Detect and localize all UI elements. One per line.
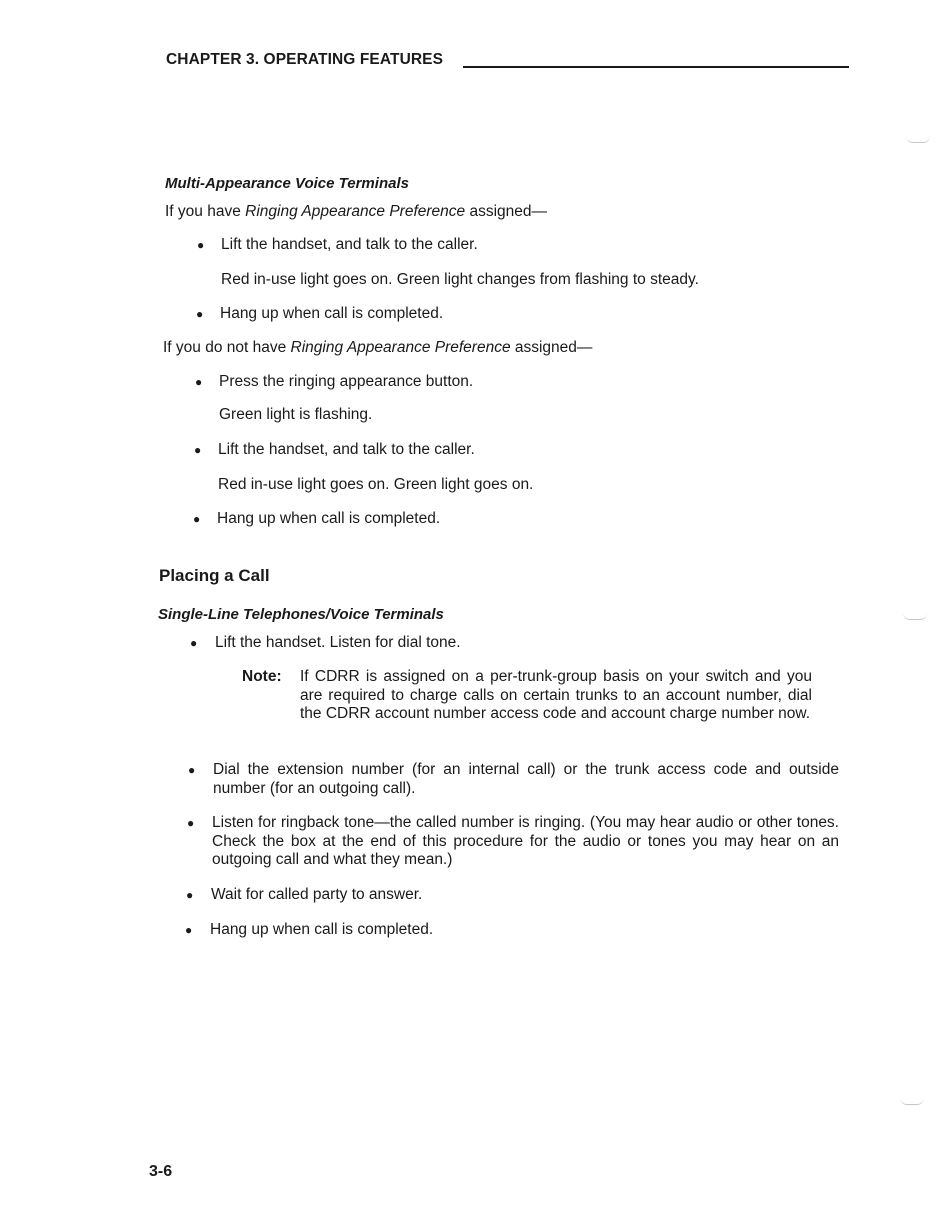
single-line-heading: Single-Line Telephones/Voice Terminals xyxy=(158,606,444,623)
result-green-flashing: Green light is flashing. xyxy=(219,406,373,423)
chapter-header: CHAPTER 3. OPERATING FEATURES xyxy=(166,51,444,68)
step-wait-answer: Wait for called party to answer. xyxy=(211,886,423,903)
header-rule xyxy=(463,66,849,68)
multi-appearance-heading: Multi-Appearance Voice Terminals xyxy=(165,175,409,192)
bullet-marker: ● xyxy=(187,816,195,830)
result-light-steady: Red in-use light goes on. Green light changes from flashing to steady. xyxy=(221,271,699,288)
scan-edge-mark xyxy=(903,613,927,620)
bullet-marker: ● xyxy=(190,636,198,650)
step-listen-ringback: Listen for ringback tone—the called number is ringing. (You may hear audio or other tones. Check the box at the end of this procedure for the audio or tones you may hear on an outgoing call and what they mean.) xyxy=(212,814,839,868)
step-lift-handset-2: Lift the handset, and talk to the caller. xyxy=(218,441,475,458)
bullet-marker: ● xyxy=(193,512,201,526)
step-hang-up-2: Hang up when call is completed. xyxy=(217,510,441,527)
bullet-marker: ● xyxy=(188,763,196,777)
page-number: 3-6 xyxy=(149,1163,173,1180)
bullet-marker: ● xyxy=(185,923,193,937)
bullet-marker: ● xyxy=(194,443,202,457)
note-text: If CDRR is assigned on a per-trunk-group basis on your switch and you are required to charge calls on certain trunks to an account number, dial the CDRR account number access code and account charge number now. xyxy=(300,668,812,722)
bullet-marker: ● xyxy=(197,238,205,252)
bullet-marker: ● xyxy=(186,888,194,902)
intro-ringing-pref: If you have Ringing Appearance Preference assigned— xyxy=(165,203,548,220)
step-dial-number: Dial the extension number (for an internal call) or the trunk access code and outside number (for an outgoing call). xyxy=(213,761,839,797)
scan-edge-mark xyxy=(900,1098,924,1105)
step-hang-up-3: Hang up when call is completed. xyxy=(210,921,434,938)
bullet-marker: ● xyxy=(195,375,203,389)
scan-edge-mark xyxy=(906,136,930,143)
intro-no-ringing-pref: If you do not have Ringing Appearance Preference assigned— xyxy=(163,339,593,356)
step-lift-handset: Lift the handset, and talk to the caller. xyxy=(221,236,478,253)
step-lift-listen: Lift the handset. Listen for dial tone. xyxy=(215,634,461,651)
result-light-on: Red in-use light goes on. Green light goes on. xyxy=(218,476,534,493)
bullet-marker: ● xyxy=(196,307,204,321)
step-press-button: Press the ringing appearance button. xyxy=(219,373,474,390)
section-title: Placing a Call xyxy=(159,566,270,585)
step-hang-up: Hang up when call is completed. xyxy=(220,305,444,322)
note-label: Note: xyxy=(242,668,282,685)
